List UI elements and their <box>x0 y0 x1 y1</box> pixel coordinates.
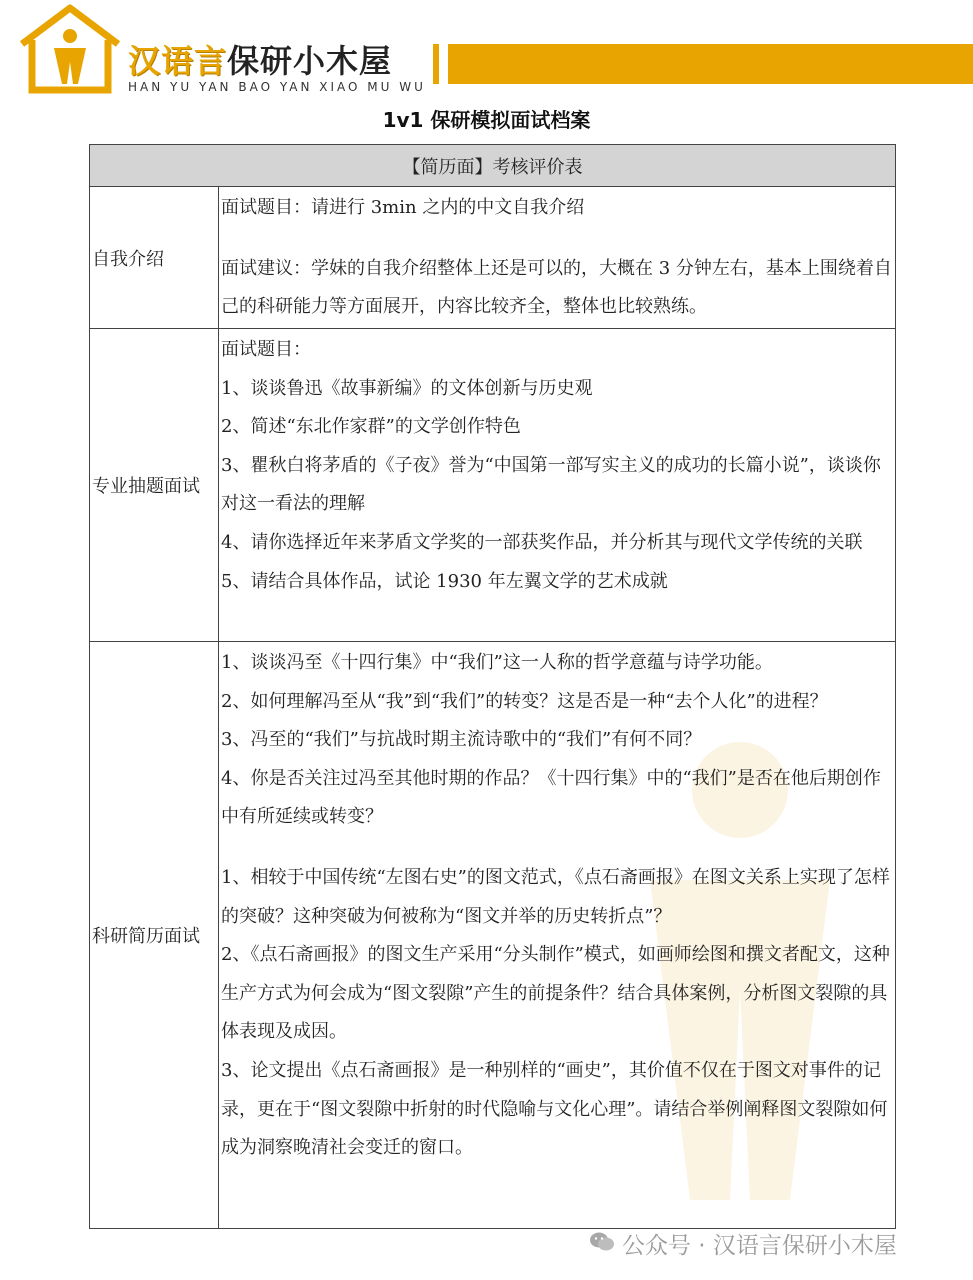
table-row-self-intro <box>90 186 895 328</box>
row-label: 专业抽题面试 <box>90 329 219 641</box>
wechat-icon <box>589 1229 615 1255</box>
content-line: 2、《点石斋画报》的图文生产采用“分头制作”模式，如画师绘图和撰文者配文，这种生产方式为何会成为“图文裂隙”产生的前提条件？结合具体案例，分析图文裂隙的具体表现及成因。 <box>221 944 890 1043</box>
content-line: 3、论文提出《点石斋画报》是一种别样的“画史”，其价值不仅在于图文对事件的记录，更在于“图文裂隙中折射的时代隐喻与文化心理”。请结合举例阐释图文裂隙如何成为洞察晚清社会变迁的窗口。 <box>221 1059 888 1159</box>
house-figure-logo-icon <box>18 4 122 94</box>
content-line: 4、你是否关注过冯至其他时期的作品？《十四行集》中的“我们”是否在他后期创作中有所延续或转变？ <box>221 767 881 828</box>
row-content <box>219 329 895 641</box>
row-label: 科研简历面试 <box>90 642 219 1228</box>
content-line: 1、谈谈冯至《十四行集》中“我们”这一人称的哲学意蕴与诗学功能。 <box>221 652 773 673</box>
row-label: 自我介绍 <box>90 187 219 328</box>
table-row-major-questions <box>90 328 895 641</box>
row-content <box>219 187 895 328</box>
brand-pinyin: HAN YU YAN BAO YAN XIAO MU WU <box>128 80 426 94</box>
header-accent-bar <box>448 44 973 84</box>
content-line: 2、简述“东北作家群”的文学创作特色 <box>221 416 521 438</box>
content-line: 面试建议：学妹的自我介绍整体上还是可以的，大概在 3 分钟左右，基本上围绕着自己的科研能力等方面展开，内容比较齐全，整体也比较熟练。 <box>221 257 892 318</box>
table-row-research-resume <box>90 641 895 1228</box>
content-line: 1、谈谈鲁迅《故事新编》的文体创新与历史观 <box>221 377 593 399</box>
evaluation-table <box>89 144 896 1229</box>
brand-name: 汉语言保研小木屋 <box>128 42 393 80</box>
content-line: 面试题目：请进行 3min 之内的中文自我介绍 <box>221 197 585 218</box>
content-line: 3、瞿秋白将茅盾的《子夜》誉为“中国第一部写实主义的成功的长篇小说”，谈谈你对这一看法的理解 <box>221 454 881 515</box>
content-line: 4、请你选择近年来茅盾文学奖的一部获奖作品，并分析其与现代文学传统的关联 <box>221 531 863 553</box>
content-line: 1、相较于中国传统“左图右史”的图文范式，《点石斋画报》在图文关系上实现了怎样的突破？这种突破为何被称为“图文并举的历史转折点”？ <box>221 866 890 927</box>
header-accent-bar-thin <box>433 44 439 84</box>
content-line: 2、如何理解冯至从“我”到“我们”的转变？这是否是一种“去个人化”的进程？ <box>221 690 828 712</box>
document-title: 1v1 保研模拟面试档案 <box>382 108 591 132</box>
content-line: 面试题目： <box>221 339 311 360</box>
content-line: 3、冯至的“我们”与抗战时期主流诗歌中的“我们”有何不同？ <box>221 729 702 751</box>
table-heading: 【简历面】考核评价表 <box>402 156 583 178</box>
table-heading-row <box>90 145 895 186</box>
row-content <box>219 642 895 1228</box>
watermark-text: 公众号 · 汉语言保研小木屋 <box>622 1233 897 1259</box>
content-line: 5、请结合具体作品，试论 1930 年左翼文学的艺术成就 <box>221 570 668 592</box>
